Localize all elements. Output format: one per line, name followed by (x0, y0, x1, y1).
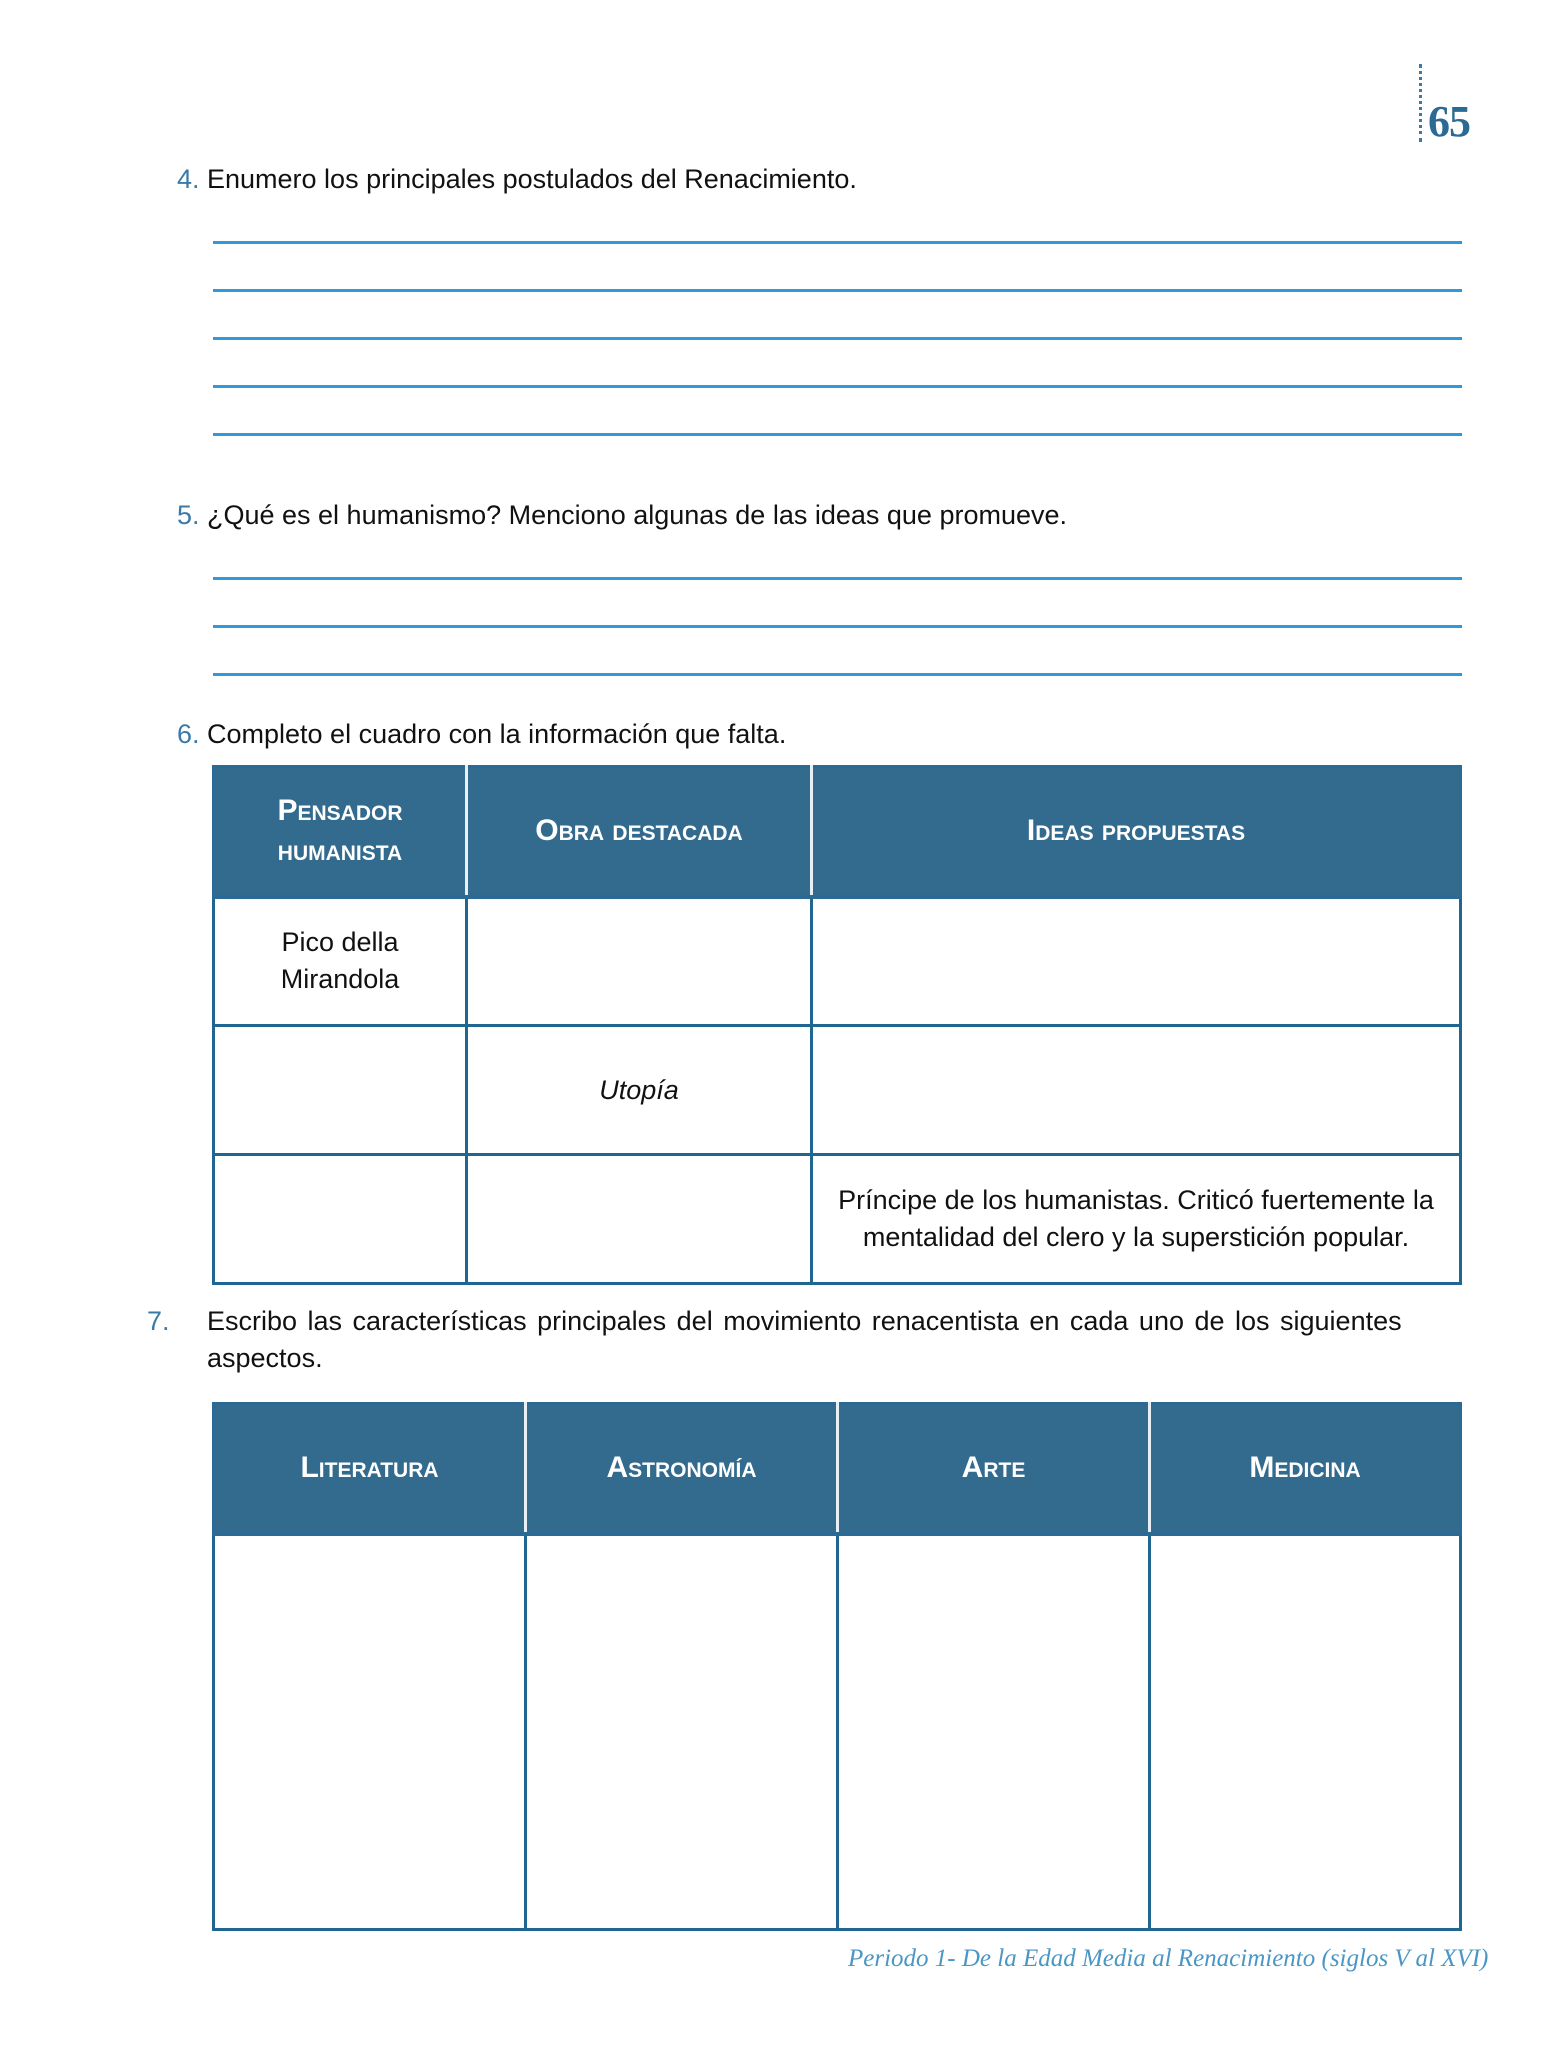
answer-line-q5-1[interactable] (213, 577, 1462, 580)
cell-arte[interactable] (838, 1534, 1150, 1930)
table-humanistas (212, 765, 1462, 1285)
header-obra-destacada: Obra destacada (467, 767, 812, 897)
header-arte: Arte (838, 1404, 1150, 1534)
question-7 (147, 1303, 1492, 1377)
answer-line-q5-3[interactable] (213, 673, 1462, 676)
cell-medicina[interactable] (1150, 1534, 1461, 1930)
header-ideas-propuestas: Ideas propuestas (812, 767, 1461, 897)
question-text: ¿Qué es el humanismo? Menciono algunas de las ideas que promueve. (207, 500, 1068, 530)
question-text: Escribo las características principales del movimiento renacentista en cada uno de los siguientes aspectos. (207, 1306, 1402, 1373)
table-aspectos (212, 1402, 1462, 1931)
header-medicina: Medicina (1150, 1404, 1461, 1534)
cell-obra[interactable] (467, 897, 812, 1026)
answer-line-q5-2[interactable] (213, 625, 1462, 628)
question-number: 6. (177, 719, 200, 749)
cell-pensador[interactable] (214, 1026, 467, 1155)
cell-obra[interactable] (467, 1026, 812, 1155)
answer-line-q4-3[interactable] (213, 337, 1462, 340)
table-row (214, 897, 1461, 1026)
table-row (214, 1026, 1461, 1155)
answer-line-q4-2[interactable] (213, 289, 1462, 292)
question-text: Completo el cuadro con la información que falta. (207, 719, 787, 749)
question-number: 4. (177, 164, 200, 194)
cell-text: Utopía (599, 1074, 679, 1105)
cell-ideas[interactable] (812, 1026, 1461, 1155)
page-footer: Periodo 1- De la Edad Media al Renacimiento (siglos V al XVI) (848, 1945, 1489, 1972)
header-pensador-humanista: Pensador humanista (214, 767, 467, 897)
cell-text: Príncipe de los humanistas. Criticó fuertemente la mentalidad del clero y la superstición popular. (838, 1185, 1434, 1252)
page-number: 65 (1428, 97, 1470, 146)
header-literatura: Literatura (214, 1404, 526, 1534)
question-6 (177, 716, 1462, 753)
answer-line-q4-1[interactable] (213, 241, 1462, 244)
cell-ideas[interactable] (812, 1155, 1461, 1284)
question-4 (177, 161, 1462, 198)
answer-line-q4-5[interactable] (213, 433, 1462, 436)
question-text: Enumero los principales postulados del Renacimiento. (207, 164, 857, 194)
answer-line-q4-4[interactable] (213, 385, 1462, 388)
cell-ideas[interactable] (812, 897, 1461, 1026)
table-header-row (214, 767, 1461, 897)
page-number-rule (1419, 64, 1422, 142)
table-row (214, 1534, 1461, 1930)
table-row (214, 1155, 1461, 1284)
cell-pensador[interactable] (214, 1155, 467, 1284)
cell-literatura[interactable] (214, 1534, 526, 1930)
header-astronomia: Astronomía (526, 1404, 838, 1534)
cell-text: Pico della Mirandola (280, 927, 400, 995)
cell-pensador[interactable] (214, 897, 467, 1026)
question-number: 7. (147, 1306, 170, 1336)
table-header-row (214, 1404, 1461, 1534)
question-5 (177, 497, 1462, 534)
cell-astronomia[interactable] (526, 1534, 838, 1930)
question-number: 5. (177, 500, 200, 530)
cell-obra[interactable] (467, 1155, 812, 1284)
